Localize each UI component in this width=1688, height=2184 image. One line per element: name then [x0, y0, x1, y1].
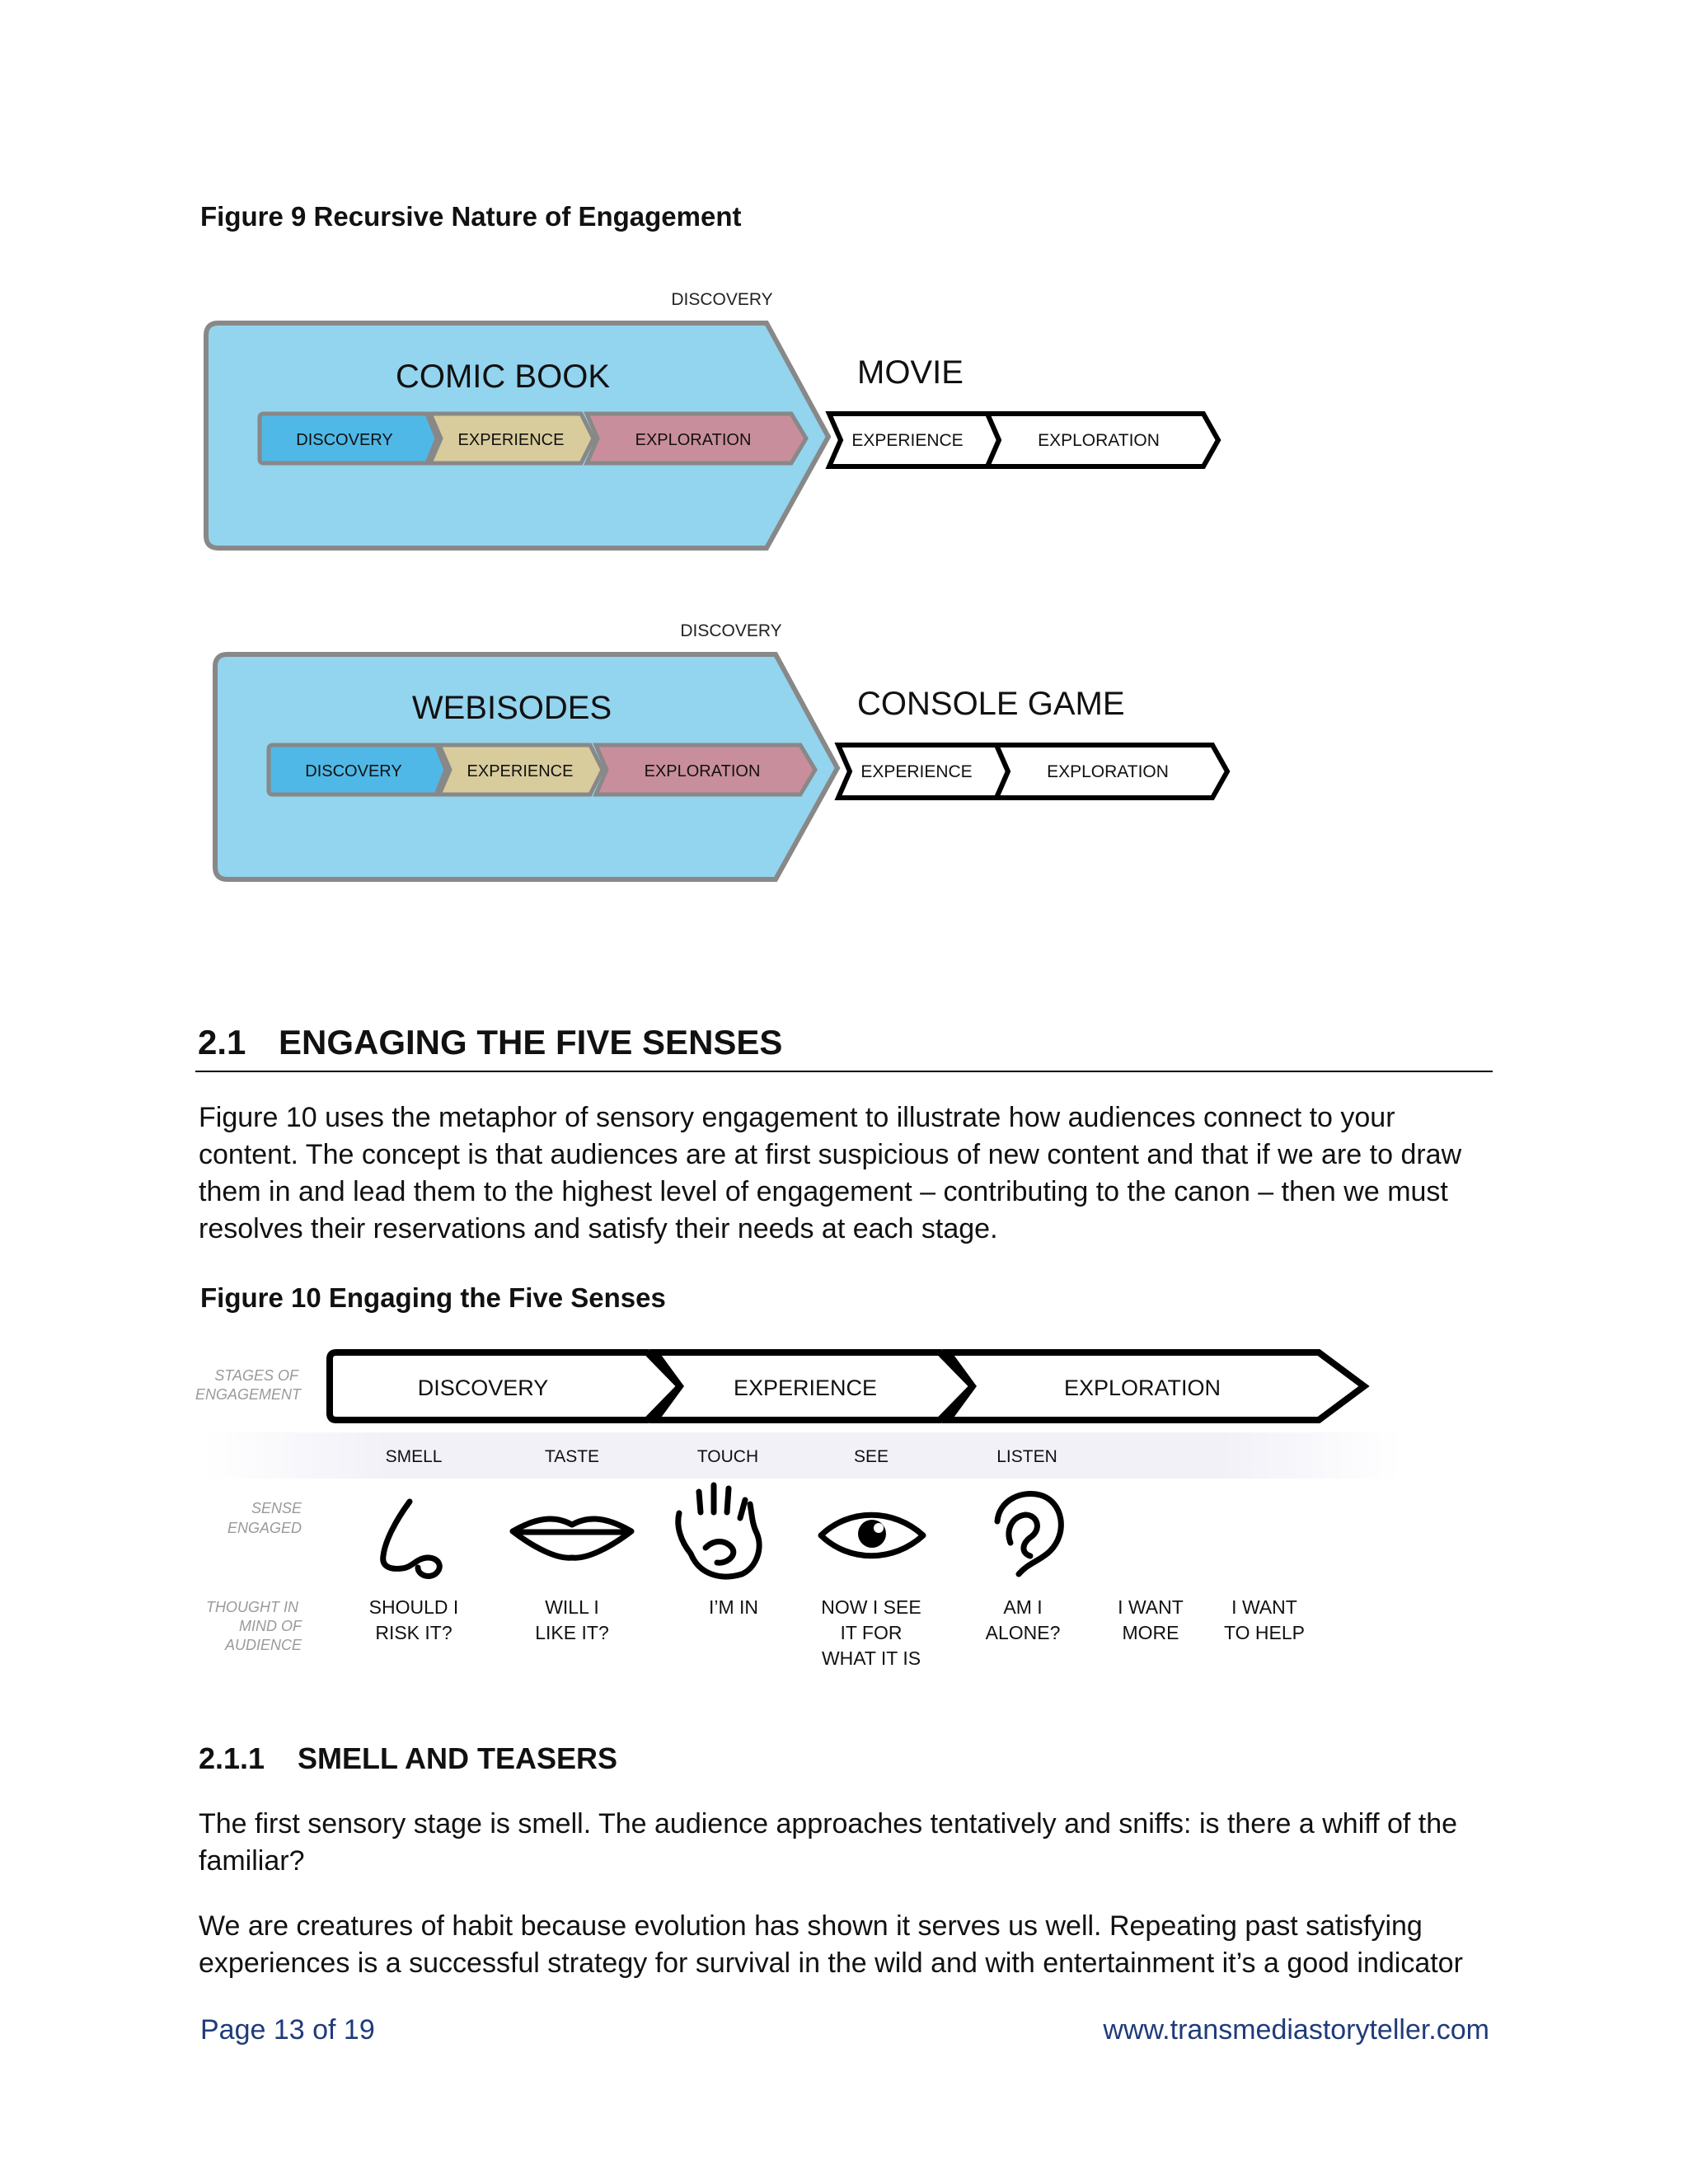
- text-line: resolves their reservations and satisfy their needs at each stage.: [199, 1213, 998, 1244]
- eye-icon: [821, 1515, 923, 1556]
- text-line: them in and lead them to the highest level of engagement – contributing to the canon – then we must: [199, 1176, 1448, 1207]
- section-heading: [198, 1023, 782, 1062]
- thought-now-i-see-line-1: NOW I SEE: [821, 1596, 921, 1618]
- thought-should-i-line-2: RISK IT?: [375, 1622, 452, 1643]
- next-stage-exploration-label: EXPLORATION: [1047, 762, 1169, 781]
- text-line: familiar?: [199, 1845, 305, 1877]
- stage-exploration-label: EXPLORATION: [1063, 1376, 1221, 1400]
- figure-9-caption: Figure 9 Recursive Nature of Engagement: [200, 201, 742, 232]
- paragraph-smell: [199, 1806, 1457, 1880]
- nose-icon: [383, 1502, 440, 1576]
- row-label-thought-1: THOUGHT IN: [206, 1599, 298, 1615]
- next-stage-experience-label: EXPERIENCE: [860, 762, 973, 781]
- subsection-title: SMELL AND TEASERS: [298, 1741, 618, 1775]
- next-stage-exploration-label: EXPLORATION: [1038, 431, 1160, 450]
- inner-stage-discovery-label: DISCOVERY: [296, 431, 393, 449]
- next-title: CONSOLE GAME: [857, 686, 1125, 722]
- inner-stage-exploration-label: EXPLORATION: [644, 762, 761, 780]
- sense-touch: TOUCH: [696, 1447, 759, 1466]
- next-title: MOVIE: [857, 354, 964, 391]
- intro-paragraph: [199, 1099, 1461, 1248]
- thought-am-i-line-2: ALONE?: [985, 1622, 1061, 1643]
- sense-listen: LISTEN: [996, 1447, 1057, 1466]
- container-title: WEBISODES: [411, 690, 612, 726]
- row-label-stages-2: ENGAGEMENT: [195, 1386, 301, 1403]
- figure-10-diagram: [0, 1335, 1688, 1681]
- paragraph-habit: [199, 1908, 1463, 1982]
- thought-should-i-line-1: SHOULD I: [368, 1596, 459, 1618]
- row-label-thought-3: AUDIENCE: [224, 1637, 302, 1653]
- page-number: Page 13 of 19: [200, 2014, 375, 2046]
- sense-smell: SMELL: [385, 1447, 443, 1466]
- thought-want-more-line-2: MORE: [1122, 1622, 1179, 1643]
- container-title: COMIC BOOK: [395, 359, 611, 395]
- next-stage-experience-label: EXPERIENCE: [851, 431, 964, 450]
- figure-9-diagram: [0, 280, 1688, 923]
- discovery-top-label: DISCOVERY: [671, 290, 773, 309]
- thought-now-i-see-line-2: IT FOR: [840, 1622, 903, 1643]
- thought-now-i-see-line-3: WHAT IT IS: [821, 1647, 921, 1669]
- thought-will-i-line-2: LIKE IT?: [535, 1622, 609, 1643]
- row-label-thought-2: MIND OF: [239, 1618, 302, 1634]
- thought-am-i-line-1: AM I: [1003, 1596, 1043, 1618]
- sense-see: SEE: [853, 1447, 889, 1466]
- inner-stage-exploration-label: EXPLORATION: [635, 431, 752, 449]
- lips-icon: [513, 1519, 631, 1558]
- discovery-top-label: DISCOVERY: [680, 621, 782, 640]
- section-title: ENGAGING THE FIVE SENSES: [279, 1023, 783, 1062]
- sense-taste: TASTE: [544, 1447, 600, 1466]
- section-rule: [195, 1071, 1493, 1072]
- thought-will-i-line-1: WILL I: [545, 1596, 599, 1618]
- stage-discovery-label: DISCOVERY: [417, 1376, 549, 1400]
- inner-stage-discovery-label: DISCOVERY: [305, 762, 402, 780]
- ear-icon: [997, 1493, 1061, 1574]
- inner-stage-experience-label: EXPERIENCE: [457, 431, 565, 449]
- text-line: We are creatures of habit because evolution has shown it serves us well. Repeating past satisfying: [199, 1910, 1423, 1942]
- figure-10-caption: Figure 10 Engaging the Five Senses: [200, 1282, 666, 1313]
- thought-want-help-line-2: TO HELP: [1224, 1622, 1305, 1643]
- inner-stage-experience-label: EXPERIENCE: [467, 762, 574, 780]
- hand-icon: [678, 1485, 759, 1577]
- text-line: Figure 10 uses the metaphor of sensory engagement to illustrate how audiences connect to your: [199, 1102, 1395, 1133]
- section-number: 2.1: [198, 1023, 246, 1062]
- engagement-diagram-comic-book: [206, 290, 1218, 548]
- thought-want-more-line-1: I WANT: [1118, 1596, 1184, 1618]
- subsection-number: 2.1.1: [199, 1741, 265, 1775]
- text-line: The first sensory stage is smell. The audience approaches tentatively and sniffs: is there a whiff of the: [199, 1808, 1458, 1840]
- website-link[interactable]: www.transmediastoryteller.com: [1103, 2014, 1489, 2046]
- thought-im-in: I’M IN: [708, 1596, 759, 1618]
- row-label-stages-1: STAGES OF: [214, 1367, 298, 1384]
- subsection-heading: [199, 1741, 617, 1776]
- engagement-diagram-webisodes: [215, 621, 1227, 879]
- thought-want-help-line-1: I WANT: [1231, 1596, 1297, 1618]
- stage-experience-label: EXPERIENCE: [733, 1376, 878, 1400]
- text-line: content. The concept is that audiences are at first suspicious of new content and that if we are to draw: [199, 1139, 1462, 1170]
- row-label-sense-2: ENGAGED: [227, 1520, 302, 1536]
- row-label-sense-1: SENSE: [251, 1500, 302, 1516]
- text-line: experiences is a successful strategy for survival in the wild and with entertainment it’s a good indicator: [199, 1947, 1463, 1979]
